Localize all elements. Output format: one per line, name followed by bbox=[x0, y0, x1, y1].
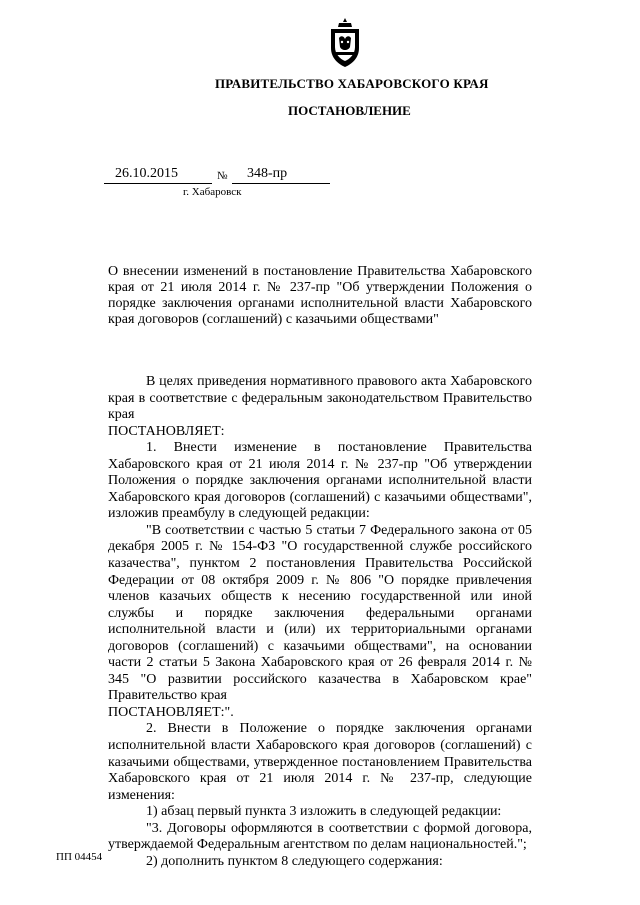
preamble-end: ПОСТАНОВЛЯЕТ:". bbox=[108, 704, 234, 720]
item-1: 1. Внести изменение в постановление Правительства Хабаровского края от 21 июля 2014 г. № 237-пр "Об утверждении Положения о порядке заключения органами исполнительной власти Хабаровского края договоров (соглашений) с казачьими обществами", изложив преамбулу в следующей редакции: bbox=[108, 440, 532, 522]
number-sign: № bbox=[217, 170, 228, 182]
document-type: ПОСТАНОВЛЕНИЕ bbox=[288, 103, 411, 118]
preamble-text: "В соответствии с частью 5 статьи 7 Федерального закона от 05 декабря 2005 г. № 154-ФЗ "О государственной службе российского казачества", пунктом 2 постановления Правительства Российской Федерации от 08 октября 2009 г. № 806 "О порядке привлечения членов казачьих обществ к несению государственной или иной службы и порядке заключения федеральными органами исполнительной власти и (или) их территориальными органами договоров (соглашений) с казачьими обществами", на основании части 2 статьи 5 Закона Хабаровского края от 26 февраля 2014 г. № 345 "О развитии российского казачества в Хабаровском крае" Правительство края bbox=[108, 522, 532, 704]
item-2-1: 1) абзац первый пункта 3 изложить в следующей редакции: bbox=[146, 804, 502, 820]
item-2-1-text: "3. Договоры оформляются в соответствии с формой договора, утверждаемой Федеральным агентством по делам национальностей."; bbox=[108, 820, 532, 853]
document-number: 348-пр bbox=[247, 166, 288, 181]
date-underline bbox=[104, 183, 212, 184]
number-underline bbox=[232, 183, 330, 184]
resolves-heading: ПОСТАНОВЛЯЕТ: bbox=[108, 423, 225, 439]
document-body bbox=[108, 374, 532, 870]
item-2-2: 2) дополнить пунктом 8 следующего содержания: bbox=[146, 853, 443, 869]
government-title: ПРАВИТЕЛЬСТВО ХАБАРОВСКОГО КРАЯ bbox=[215, 76, 489, 91]
document-subject: О внесении изменений в постановление Правительства Хабаровского края от 21 июля 2014 г. № 237-пр "Об утверждении Положения о порядке заключения органами исполнительной власти Хабаровского края договоров (соглашений) с казачьими обществами" bbox=[108, 264, 532, 327]
coat-of-arms-icon bbox=[325, 16, 365, 68]
intro-paragraph: В целях приведения нормативного правового акта Хабаровского края в соответствие с федеральным законодательством Правительство края bbox=[108, 374, 532, 423]
footer-code: ПП 04454 bbox=[56, 851, 103, 863]
city: г. Хабаровск bbox=[183, 186, 242, 198]
document-date: 26.10.2015 bbox=[115, 166, 178, 181]
item-2: 2. Внести в Положение о порядке заключения органами исполнительной власти Хабаровского края договоров (соглашений) с казачьими обществами, утвержденное постановлением Правительства Хабаровского края от 21 июля 2014 г. № 237-пр, следующие изменения: bbox=[108, 721, 532, 803]
